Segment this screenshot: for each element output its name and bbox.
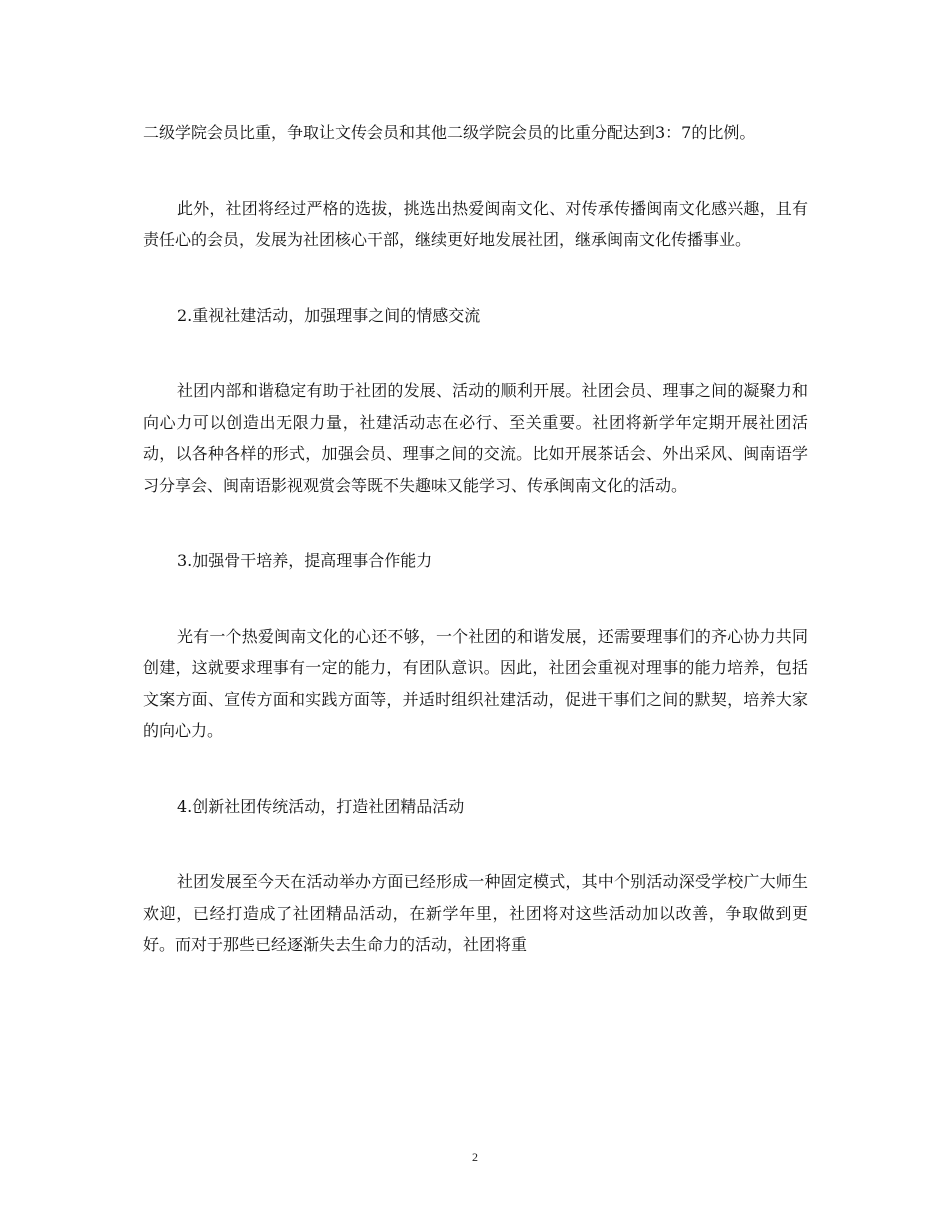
page-number: 2 (472, 1150, 478, 1164)
paragraph-core-members: 此外，社团将经过严格的选拔，挑选出热爱闽南文化、对传承传播闽南文化感兴趣，且有责任心的会员，发展为社团核心干部，继续更好地发展社团，继承闽南文化传播事业。 (143, 198, 808, 249)
section-heading-3: 3.加强骨干培养，提高理事合作能力 (177, 551, 433, 570)
section-heading-4: 4.创新社团传统活动，打造社团精品活动 (177, 796, 465, 816)
paragraph-gap (143, 822, 808, 866)
paragraph-club-activities: 社团内部和谐稳定有助于社团的发展、活动的顺利开展。社团会员、理事之间的凝聚力和向心力可以创造出无限力量，社建活动志在必行、至关重要。社团将新学年定期开展社团活动，以各种各样的形式，加强会员、理事之间的交流。比如开展茶话会、外出采风、闽南语学习分享会、闽南语影视观赏会等既不失趣味又能学习、传承闽南文化的活动。 (143, 381, 808, 495)
paragraph-gap (143, 149, 808, 193)
paragraph-gap (143, 331, 808, 375)
paragraph-signature-activities: 社团发展至今天在活动举办方面已经形成一种固定模式，其中个别活动深受学校广大师生欢迎，已经打造成了社团精品活动，在新学年里，社团将对这些活动加以改善，争取做到更好。而对于那些已经逐渐失去生命力的活动，社团将重 (143, 872, 808, 954)
section-heading-2: 2.重视社建活动，加强理事之间的情感交流 (177, 305, 481, 325)
paragraph-continuation: 二级学院会员比重，争取让文传会员和其他二级学院会员的比重分配达到3：7的比例。 (143, 123, 756, 142)
paragraph-gap (143, 501, 808, 545)
paragraph-member-training: 光有一个热爱闽南文化的心还不够，一个社团的和谐发展，还需要理事们的齐心协力共同创建，这就要求理事有一定的能力，有团队意识。因此，社团会重视对理事的能力培养，包括文案方面、宣传方面和实践方面等，并适时组织社建活动，促进干事们之间的默契，培养大家的向心力。 (143, 626, 808, 740)
paragraph-gap (143, 747, 808, 791)
paragraph-gap (143, 577, 808, 621)
paragraph-gap (143, 256, 808, 300)
document-body (143, 117, 808, 961)
